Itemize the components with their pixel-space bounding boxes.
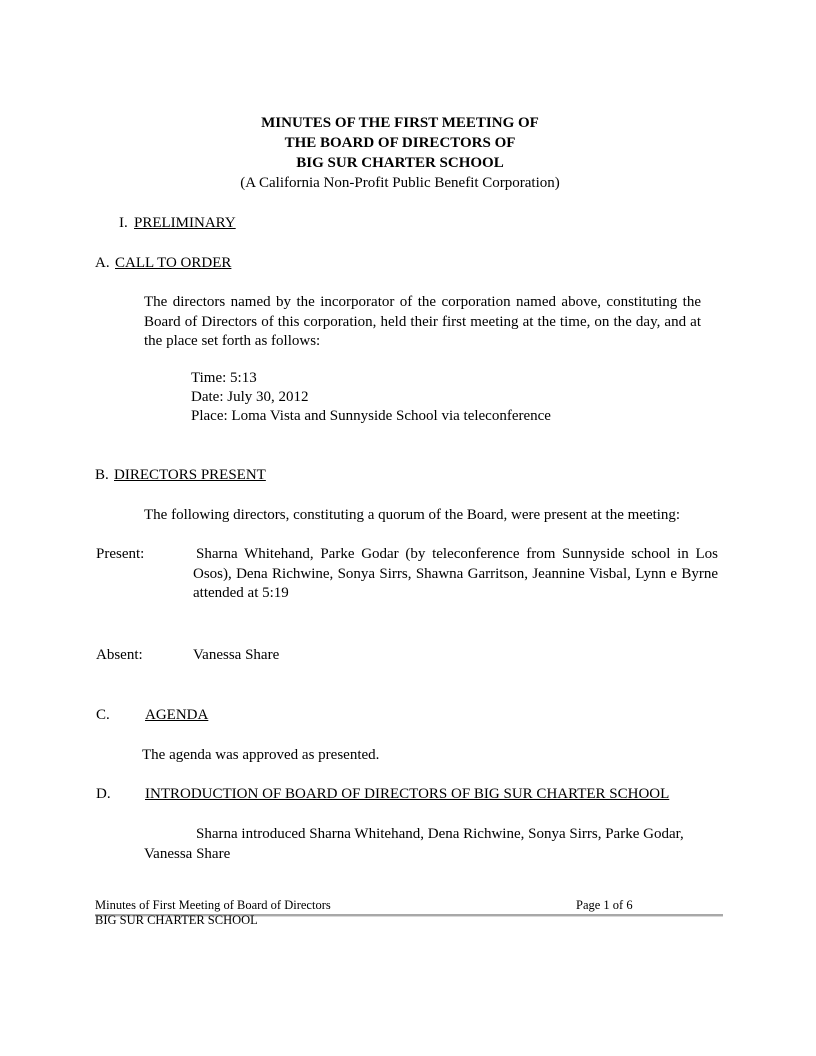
meeting-place: Place: Loma Vista and Sunnyside School via teleconference — [191, 408, 551, 424]
section-b-number: B. — [95, 467, 109, 483]
meeting-date: Date: July 30, 2012 — [191, 389, 309, 405]
section-preliminary-number: I. — [119, 215, 128, 231]
section-c-heading: AGENDA — [145, 707, 209, 723]
footer-school-name: BIG SUR CHARTER SCHOOL — [95, 913, 258, 927]
section-d-heading: INTRODUCTION OF BOARD OF DIRECTORS OF BIG SUR CHARTER SCHOOL — [145, 786, 670, 802]
footer-page-number: Page 1 of 6 — [576, 898, 633, 912]
footer-left-text: Minutes of First Meeting of Board of Directors — [95, 898, 331, 912]
section-a-heading: CALL TO ORDER — [115, 255, 232, 271]
section-a-number: A. — [95, 255, 110, 271]
title-line-3: BIG SUR CHARTER SCHOOL — [296, 155, 504, 171]
directors-present-paragraph: The following directors, constituting a quorum of the Board, were present at the meeting: — [144, 507, 681, 523]
present-label: Present: — [96, 546, 145, 562]
agenda-paragraph: The agenda was approved as presented. — [142, 747, 380, 763]
title-line-2: THE BOARD OF DIRECTORS OF — [284, 135, 516, 151]
title-line-1: MINUTES OF THE FIRST MEETING OF — [261, 115, 539, 131]
present-directors-list: Sharna Whitehand, Parke Godar (by teleconference from Sunnyside school in Los Osos), Dena Richwine, Sonya Sirrs, Shawna Garritson, Jeannine Visbal, Lynn e Byrne attended at 5:19 — [193, 546, 718, 601]
absent-directors-list: Vanessa Share — [193, 647, 280, 663]
section-d-number: D. — [96, 786, 111, 802]
section-c-number: C. — [96, 707, 110, 723]
subtitle: (A California Non-Profit Public Benefit Corporation) — [240, 175, 560, 191]
section-b-heading: DIRECTORS PRESENT — [114, 467, 266, 483]
introduction-paragraph: Sharna introduced Sharna Whitehand, Dena Richwine, Sonya Sirrs, Parke Godar, Vanessa Share — [144, 826, 684, 862]
absent-label: Absent: — [96, 647, 143, 663]
section-preliminary-heading: PRELIMINARY — [134, 215, 236, 231]
call-to-order-paragraph: The directors named by the incorporator of the corporation named above, constituting the Board of Directors of this corporation, held their first meeting at the time, on the day, and at the place set forth as follows: — [144, 294, 701, 349]
meeting-time: Time: 5:13 — [191, 370, 257, 386]
